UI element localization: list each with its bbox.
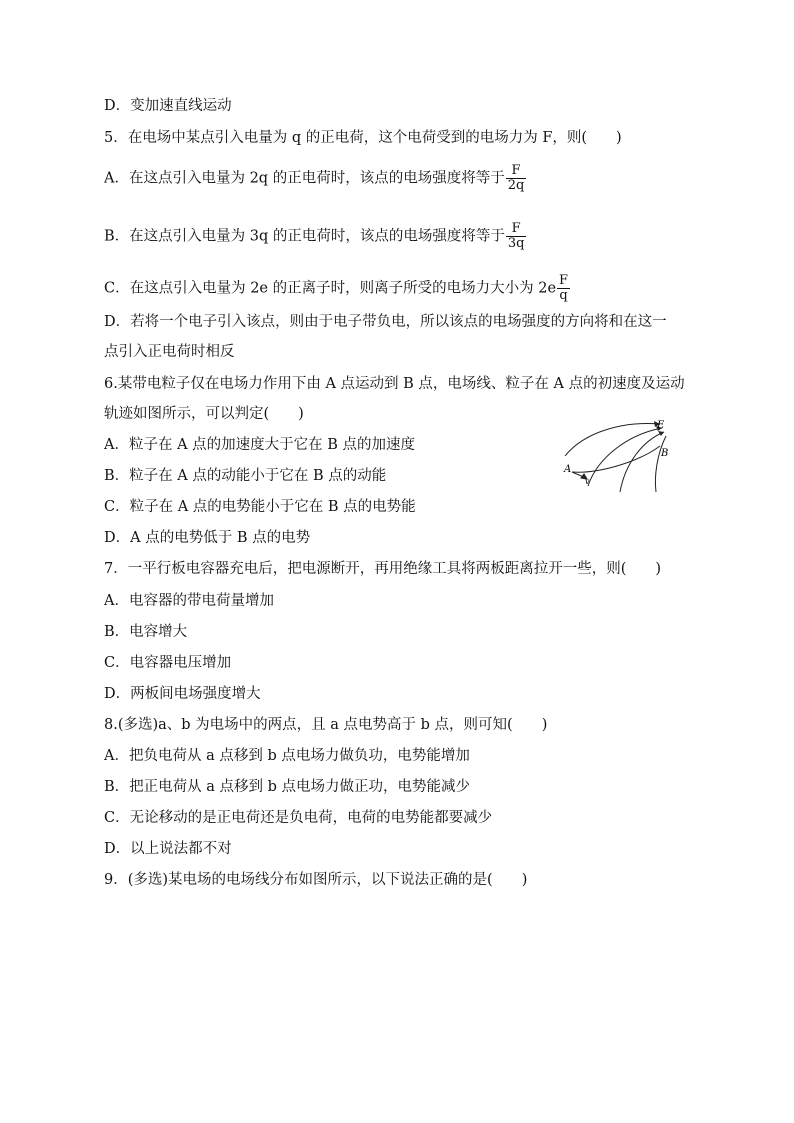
- q8-option-a: A．把负电荷从 a 点移到 b 点电场力做负功，电势能增加: [104, 748, 470, 764]
- label-e: E: [657, 420, 665, 431]
- field-line-4: [655, 436, 669, 492]
- fraction-f-over-2q: $\frac{F}{2q}$: [507, 163, 525, 193]
- fraction-f-over-q: $\frac{F}{q}$: [559, 273, 569, 303]
- q9-stem: 9．(多选)某电场的电场线分布如图所示，以下说法正确的是( ): [104, 872, 528, 888]
- q6-option-b: B．粒子在 A 点的动能小于它在 B 点的动能: [104, 468, 387, 484]
- q6-option-d: D．A 点的电势低于 B 点的电势: [104, 530, 311, 546]
- label-v: v: [585, 477, 590, 486]
- q5-option-d-line1: D．若将一个电子引入该点，则由于电子带负电，所以该点的电场强度的方向将和在这一: [104, 314, 667, 330]
- field-line-2: [588, 428, 662, 486]
- q6-option-a: A．粒子在 A 点的加速度大于它在 B 点的加速度: [104, 437, 416, 453]
- label-b: B: [661, 448, 669, 459]
- q5-option-d-line2: 点引入正电荷时相反: [104, 344, 235, 360]
- q7-option-a: A．电容器的带电荷量增加: [104, 593, 274, 609]
- q5-option-a: [104, 164, 526, 193]
- q6-stem-line2: 轨迹如图所示，可以判定( ): [104, 406, 304, 422]
- q5-option-c-text: C．在这点引入电量为 2e 的正离子时，则离子所受的电场力大小为 2e: [104, 280, 557, 297]
- q8-stem: 8.(多选)a、b 为电场中的两点，且 a 点电势高于 b 点，则可知( ): [104, 717, 548, 733]
- q6-option-c: C．粒子在 A 点的电势能小于它在 B 点的电势能: [104, 499, 416, 515]
- q7-option-d: D．两板间电场强度增大: [104, 686, 261, 702]
- q7-stem: 7．一平行板电容器充电后，把电源断开，再用绝缘工具将两板距离拉开一些，则( ): [104, 561, 662, 577]
- trajectory-line: [572, 446, 660, 472]
- q4-option-d: D．变加速直线运动: [104, 98, 232, 114]
- fraction-f-over-3q: $\frac{F}{3q}$: [507, 221, 525, 251]
- q8-option-d: D．以上说法都不对: [104, 841, 232, 857]
- label-a: A: [564, 464, 572, 475]
- q8-option-c: C．无论移动的是正电荷还是负电荷，电荷的电势能都要减少: [104, 810, 493, 826]
- q6-stem-line1: 6.某带电粒子仅在电场力作用下由 A 点运动到 B 点，电场线、粒子在 A 点的初速度及运动: [104, 376, 685, 392]
- q5-stem: 5．在电场中某点引入电量为 q 的正电荷，这个电荷受到的电场力为 F，则( ): [104, 130, 622, 146]
- electric-field-figure: [560, 416, 700, 496]
- q7-option-b: B．电容增大: [104, 624, 188, 640]
- q7-option-c: C．电容器电压增加: [104, 655, 232, 671]
- q5-option-a-text: A．在这点引入电量为 2q 的正电荷时，该点的电场强度将等于: [104, 170, 505, 187]
- q5-option-b-text: B．在这点引入电量为 3q 的正电荷时，该点的电场强度将等于: [104, 228, 505, 245]
- q5-option-c: [104, 274, 570, 303]
- q8-option-b: B．把正电荷从 a 点移到 b 点电场力做正功，电势能减少: [104, 779, 471, 795]
- arrow-head-3: [658, 431, 664, 436]
- q5-option-b: [104, 222, 526, 251]
